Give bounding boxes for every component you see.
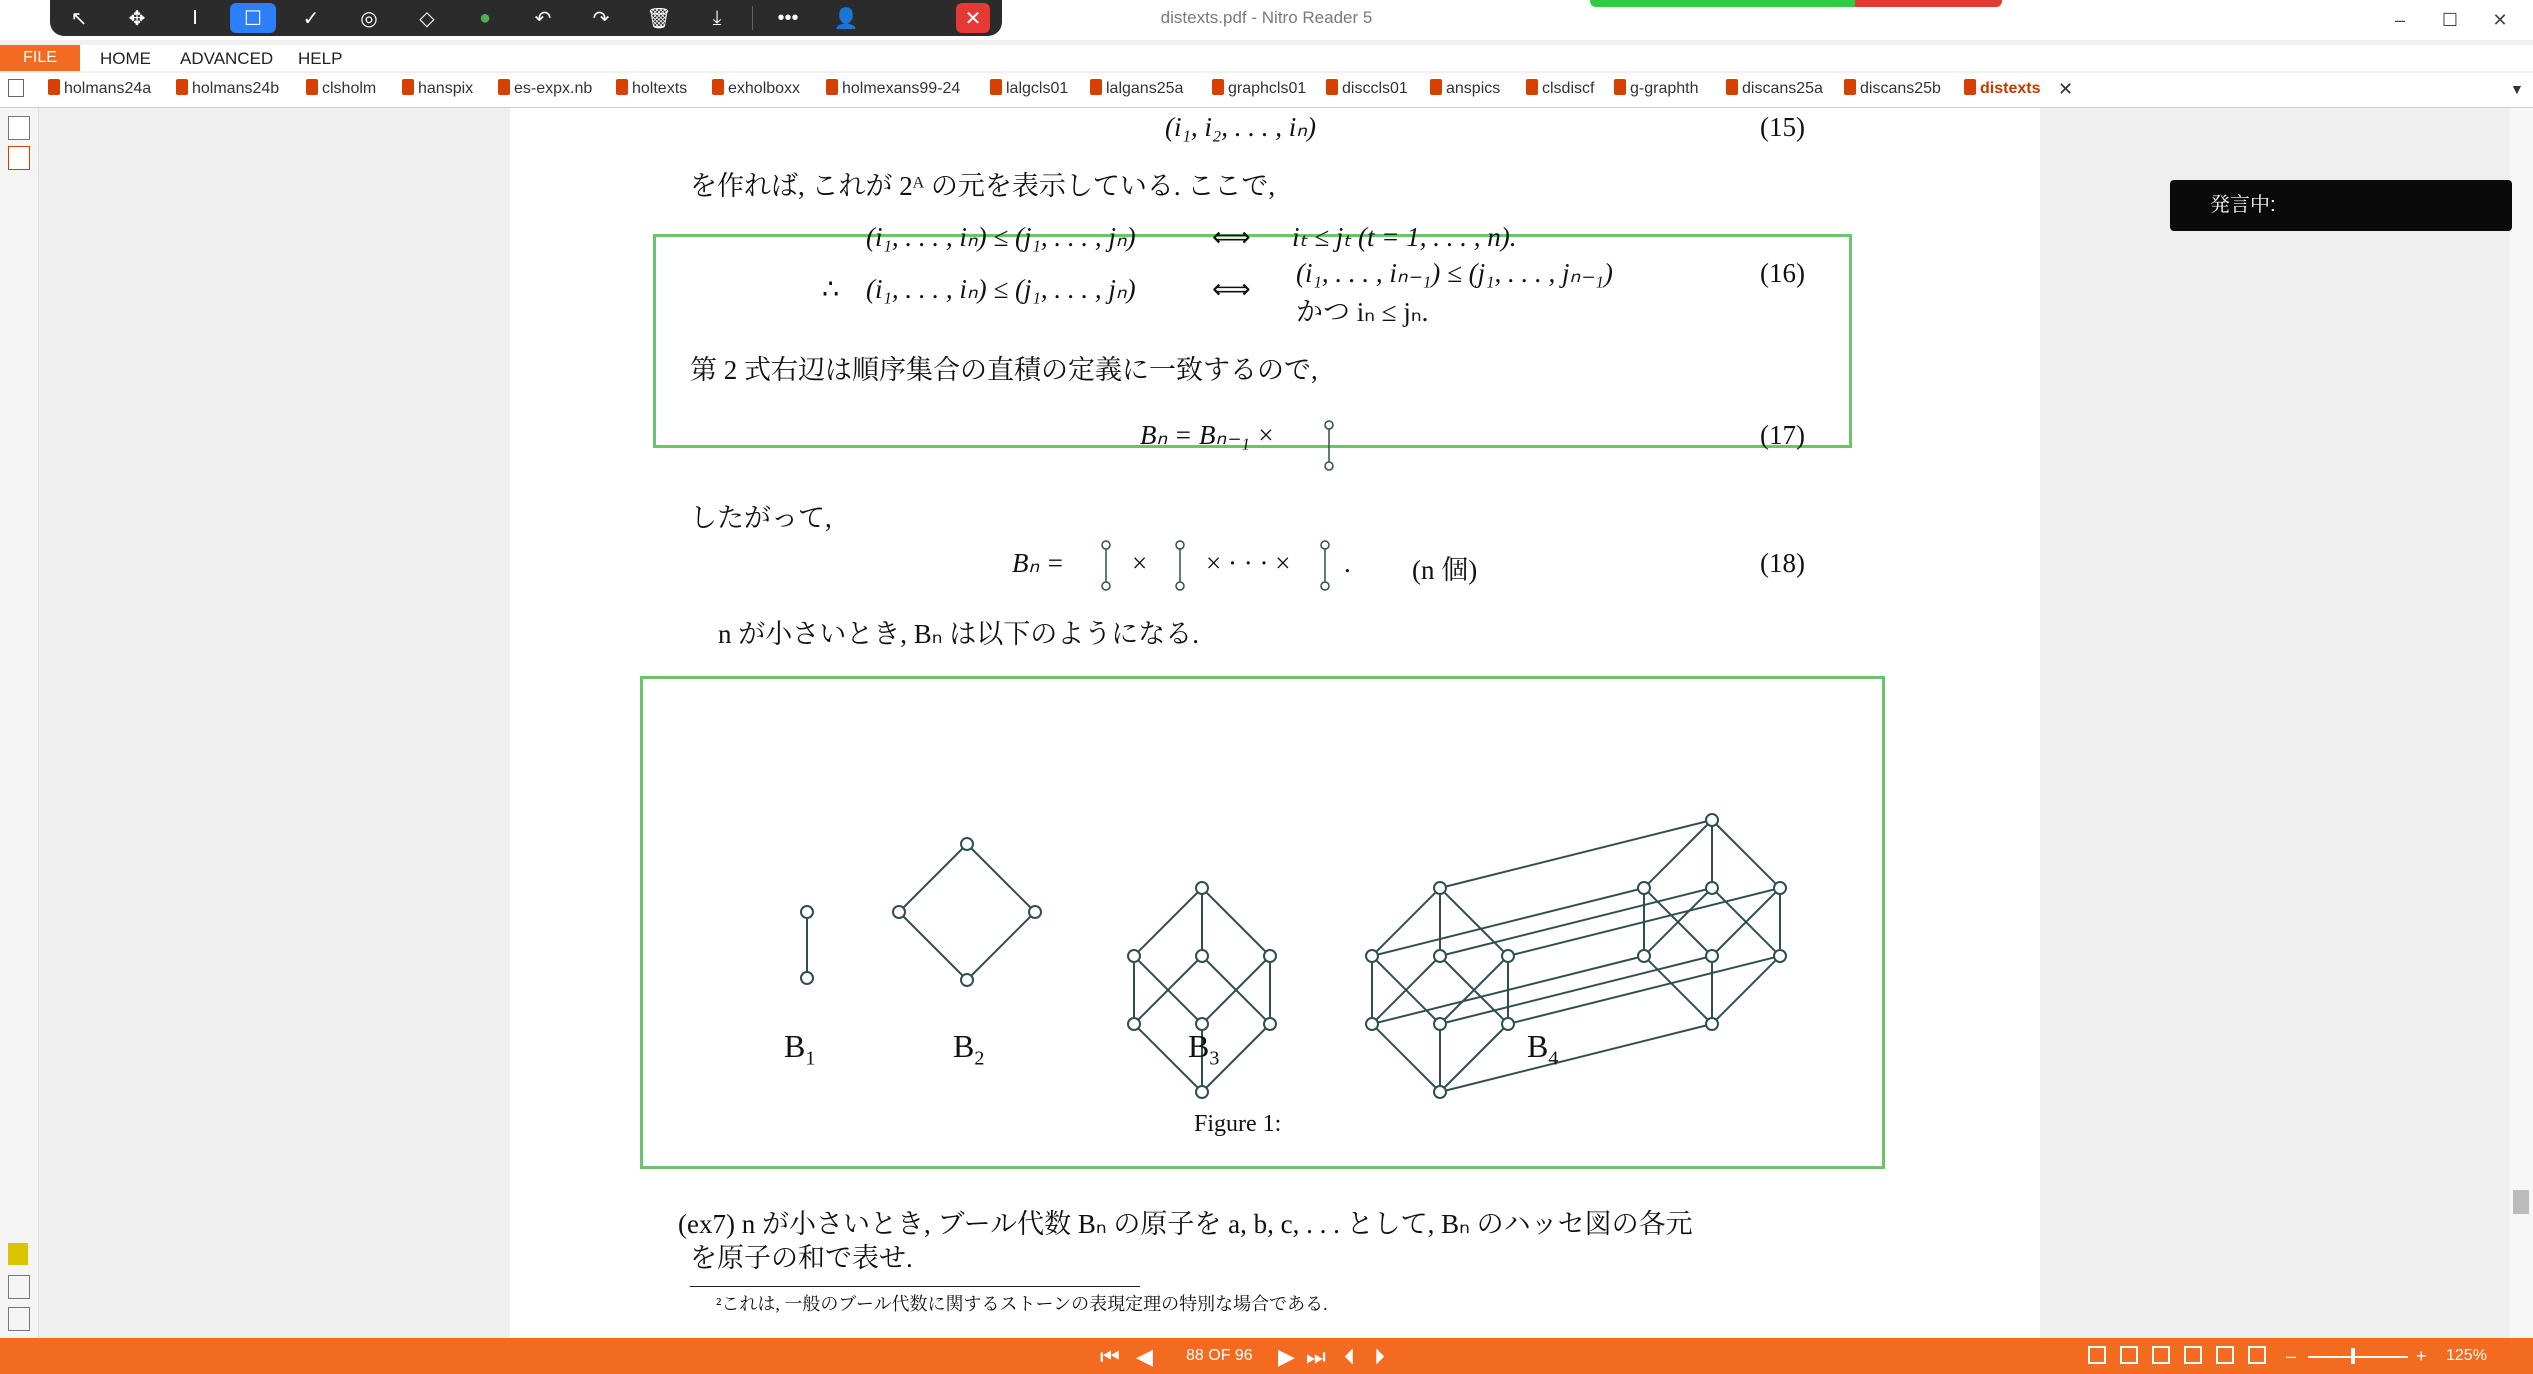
text-tool-icon[interactable]: I [192,6,198,29]
more-icon[interactable]: ••• [777,6,799,29]
menu-bar [0,45,2533,71]
iff-symbol: ⟺ [1212,222,1251,252]
exercise-line-1: (ex7) n が小さいとき, ブール代数 Bₙ の原子を a, b, c, . . . として, Bₙ のハッセ図の各元 [678,1209,1693,1239]
next-view-icon[interactable]: ⏵ [1374,1344,1386,1369]
zoom-slider-knob[interactable] [2351,1348,2355,1364]
user-icon[interactable]: 👤 [833,7,859,30]
left-side-panel [0,108,39,1338]
pdf-icon [48,79,60,95]
tab-scroll-down-icon[interactable]: ▼ [2510,81,2524,97]
pdf-icon [1964,79,1976,95]
equation-16b-rhs-line1: (i₁, . . . , iₙ₋₁) ≤ (j₁, . . . , jₙ₋₁) [1296,258,1613,288]
undo-icon[interactable]: ↶ [534,7,552,30]
footnote-rule [690,1286,1140,1287]
pan-tool-icon[interactable]: ✥ [128,7,146,30]
status-bar [0,1338,2533,1374]
paragraph-therefore: したがって, [690,503,832,533]
facing-view-icon[interactable] [2152,1346,2170,1364]
chain-icon-18c [1318,540,1332,592]
select-tool-icon[interactable]: ↖ [70,7,88,30]
document-tab-bar [0,73,2533,108]
page-indicator[interactable]: 88 OF 96 [1186,1347,1253,1364]
equation-18-note: (n 個) [1412,555,1478,585]
attachments-panel-icon[interactable] [8,1275,30,1299]
label-b1: $B_1$ [784,1028,816,1070]
tab-es-expx[interactable]: es-expx.nb [498,79,592,98]
minimize-button[interactable]: – [2394,9,2405,30]
maximize-button[interactable]: ☐ [2441,9,2459,30]
pdf-icon [1614,79,1626,95]
tab-exholboxx[interactable]: exholboxx [712,79,800,98]
pdf-icon [176,79,188,95]
close-tab-icon[interactable]: ✕ [2058,79,2074,99]
equation-number-18: (18) [1760,548,1805,578]
annotation-toolbar [50,0,1002,36]
delete-icon[interactable]: 🗑 [646,7,672,30]
comments-panel-icon[interactable] [8,1243,28,1265]
download-icon[interactable]: ⤓ [712,6,722,29]
equation-number-17: (17) [1760,420,1805,450]
window-title: distexts.pdf - Nitro Reader 5 [1160,8,1373,27]
equation-number-16: (16) [1760,258,1805,288]
zoom-slider-track[interactable] [2308,1356,2408,1358]
pdf-icon [1844,79,1856,95]
exercise-line-2: を原子の和で表せ. [690,1243,913,1273]
therefore-symbol: ∴ [822,274,840,304]
progress-bar-green [1590,0,1855,7]
single-page-view-icon[interactable] [2088,1346,2106,1364]
tab-lalgcls01[interactable]: lalgcls01 [990,79,1068,98]
check-tool-icon[interactable]: ✓ [302,7,320,30]
equation-15: (i₁, i₂, . . . , iₙ) [1165,112,1317,142]
paragraph-second-side: 第 2 式右辺は順序集合の直積の定義に一致するので, [690,355,1318,385]
tab-distexts[interactable]: distexts [1964,79,2040,98]
menu-help[interactable]: HELP [298,49,343,68]
facing-continuous-view-icon[interactable] [2184,1346,2202,1364]
pdf-icon [1212,79,1224,95]
chain-icon-17 [1322,420,1336,472]
rectangle-tool-icon[interactable]: ☐ [230,3,276,33]
tab-lalgans25a[interactable]: lalgans25a [1090,79,1183,98]
tab-list-icon[interactable] [8,79,24,102]
pdf-icon [402,79,414,95]
tab-holtexts[interactable]: holtexts [616,79,687,98]
menu-advanced[interactable]: ADVANCED [180,49,274,68]
scrollbar-thumb[interactable] [2513,1190,2529,1214]
stamp-tool-icon[interactable]: ◎ [360,7,378,30]
canvas-margin-right [2040,108,2510,1338]
previous-page-icon[interactable]: ◀ [1136,1344,1153,1369]
redo-icon[interactable]: ↷ [592,7,610,30]
tab-holmans24b[interactable]: holmans24b [176,79,279,98]
highlight-box-equations[interactable] [653,234,1852,448]
pdf-icon [1326,79,1338,95]
equation-16b-rhs-line2: かつ iₙ ≤ jₙ. [1296,297,1429,327]
output-panel-icon[interactable] [8,1307,30,1331]
zoom-level[interactable]: 125% [2446,1347,2487,1364]
pdf-icon [306,79,318,95]
pdf-icon [1430,79,1442,95]
signatures-panel-icon[interactable] [8,116,30,140]
pages-panel-icon[interactable] [8,146,30,170]
pdf-icon [1090,79,1102,95]
tab-anspics[interactable]: anspics [1430,79,1500,98]
tab-holmans24a[interactable]: holmans24a [48,79,151,98]
next-page-icon[interactable]: ▶ [1278,1344,1295,1369]
pdf-icon [498,79,510,95]
chain-icon-18b [1173,540,1187,592]
close-window-button[interactable]: ✕ [2492,9,2508,30]
previous-view-icon[interactable]: ⏴ [1344,1344,1356,1369]
pdf-icon [616,79,628,95]
paragraph-small-n: n が小さいとき, Bₙ は以下のようになる. [718,619,1200,649]
tab-clsholm[interactable]: clsholm [306,79,376,98]
equation-number-15: (15) [1760,112,1805,142]
figure-caption: Figure 1: [1194,1111,1282,1137]
zoom-out-button[interactable]: – [2286,1346,2297,1366]
last-page-icon[interactable]: ⏭ [1306,1344,1326,1369]
zoom-in-button[interactable]: + [2416,1346,2427,1366]
menu-file[interactable]: FILE [0,45,80,71]
pdf-icon [826,79,838,95]
footnote: ²これは, 一般のブール代数に関するストーンの表現定理の特別な場合である. [716,1294,1328,1314]
toolbar-divider [752,6,753,30]
label-b2: $B_2$ [953,1028,985,1070]
eraser-tool-icon[interactable]: ◇ [419,7,435,30]
pdf-page [510,108,2040,1338]
tab-graphcls01[interactable]: graphcls01 [1212,79,1306,98]
color-picker-icon[interactable]: ● [478,6,492,29]
tab-disccls01[interactable]: disccls01 [1326,79,1408,98]
fit-width-icon[interactable] [2248,1346,2266,1364]
pdf-icon [712,79,724,95]
tab-g-graphth[interactable]: g-graphth [1614,79,1699,98]
tab-clsdiscf[interactable]: clsdiscf [1526,79,1594,98]
menu-home[interactable]: HOME [100,49,151,68]
times-symbol: × [1132,548,1148,578]
equation-16a-rhs: iₜ ≤ jₜ (t = 1, . . . , n). [1292,222,1517,252]
tab-holmexans99-24[interactable]: holmexans99-24 [826,79,960,98]
equation-16a-lhs: (i₁, . . . , iₙ) ≤ (j₁, . . . , jₙ) [866,222,1136,252]
pdf-icon [1726,79,1738,95]
label-b3: $B_3$ [1188,1028,1220,1070]
equation-18-lhs: Bₙ = [1012,548,1065,578]
period-symbol: . [1344,548,1351,578]
dots-times: × · · · × [1206,548,1291,578]
close-toolbar-icon[interactable]: ✕ [956,3,990,33]
vertical-scrollbar[interactable] [2510,108,2533,1338]
progress-bar-red [1855,0,2002,7]
pdf-icon [990,79,1002,95]
chain-icon-18a [1099,540,1113,592]
tab-hanspix[interactable]: hanspix [402,79,473,98]
equation-17: Bₙ = Bₙ₋₁ × [1140,420,1275,450]
canvas-margin-left [39,108,509,1338]
paragraph-make: を作れば, これが 2ᴬ の元を表示している. ここで, [690,171,1276,201]
tab-discans25a[interactable]: discans25a [1726,79,1823,98]
iff-symbol-2: ⟺ [1212,274,1251,304]
speaking-indicator: 発言中: [2170,180,2512,231]
pdf-icon [1526,79,1538,95]
fit-page-icon[interactable] [2216,1346,2234,1364]
equation-16b-lhs: (i₁, . . . , iₙ) ≤ (j₁, . . . , jₙ) [866,274,1136,304]
first-page-icon[interactable]: ⏮ [1100,1344,1120,1369]
hasse-diagrams-figure [640,676,1880,1166]
label-b4: $B_4$ [1527,1028,1559,1070]
continuous-view-icon[interactable] [2120,1346,2138,1364]
tab-discans25b[interactable]: discans25b [1844,79,1941,98]
